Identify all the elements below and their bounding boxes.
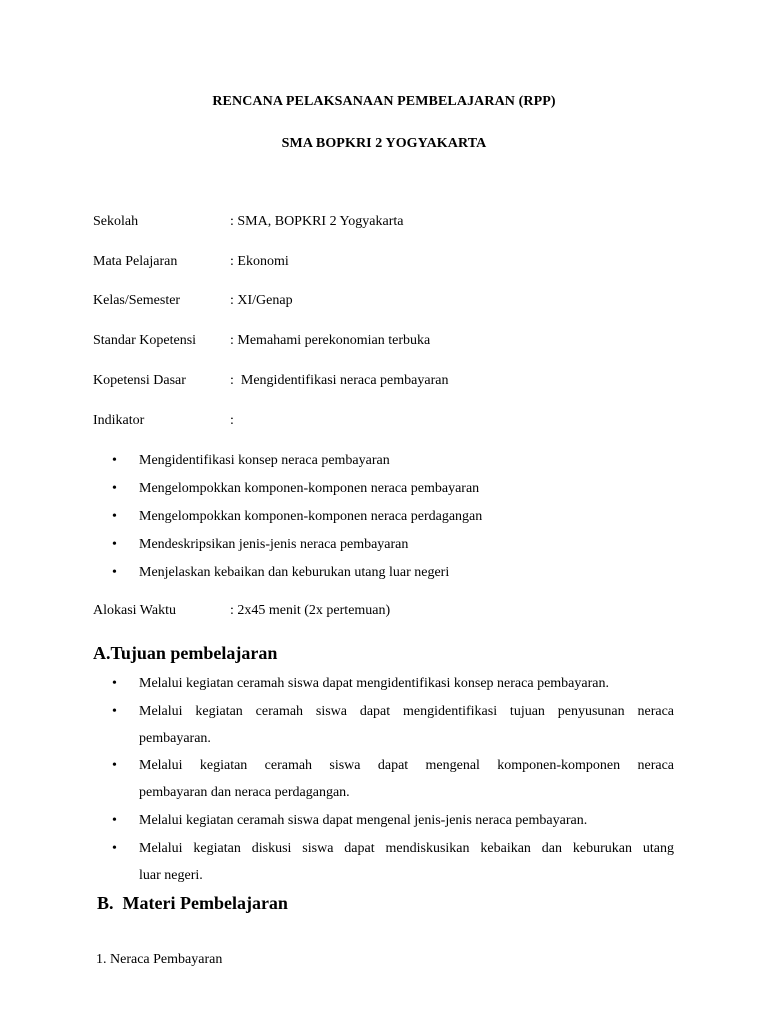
bullet-icon: •	[112, 704, 117, 719]
section-a-heading: A.Tujuan pembelajaran	[93, 643, 278, 663]
indikator-item: Mengelompokkan komponen-komponen neraca pembayaran	[139, 481, 480, 496]
section-b-heading: B. Materi Pembelajaran	[97, 893, 288, 913]
tujuan-item: Melalui kegiatan diskusi siswa dapat mendiskusikan kebaikan dan keburukan utang	[139, 841, 674, 856]
tujuan-item-continuation: luar negeri.	[139, 868, 203, 883]
bullet-icon: •	[112, 758, 117, 773]
tujuan-item: Melalui kegiatan ceramah siswa dapat mengidentifikasi konsep neraca pembayaran.	[139, 676, 609, 691]
indikator-item: Mengidentifikasi konsep neraca pembayaran	[139, 453, 390, 468]
tujuan-item-continuation: pembayaran dan neraca perdagangan.	[139, 785, 350, 800]
bullet-icon: •	[112, 676, 117, 691]
info-label-kelas-semester: Kelas/Semester	[93, 293, 181, 308]
materi-item: 1. Neraca Pembayaran	[96, 952, 223, 967]
info-value-kopetensi-dasar: : Mengidentifikasi neraca pembayaran	[230, 373, 449, 388]
info-value-kelas-semester: : XI/Genap	[230, 293, 293, 308]
bullet-icon: •	[112, 537, 117, 552]
school-title: SMA BOPKRI 2 YOGYAKARTA	[281, 136, 487, 151]
info-label-mata-pelajaran: Mata Pelajaran	[93, 254, 178, 269]
tujuan-item: Melalui kegiatan ceramah siswa dapat mengenal komponen-komponen neraca	[139, 758, 674, 773]
tujuan-item: Melalui kegiatan ceramah siswa dapat mengenal jenis-jenis neraca pembayaran.	[139, 813, 588, 828]
info-label-standar-kopetensi: Standar Kopetensi	[93, 333, 197, 348]
info-label-indikator: Indikator	[93, 413, 145, 428]
info-label-sekolah: Sekolah	[93, 214, 139, 229]
bullet-icon: •	[112, 813, 117, 828]
tujuan-item-continuation: pembayaran.	[139, 731, 211, 746]
bullet-icon: •	[112, 565, 117, 580]
tujuan-item: Melalui kegiatan ceramah siswa dapat mengidentifikasi tujuan penyusunan neraca	[139, 704, 674, 719]
bullet-icon: •	[112, 453, 117, 468]
bullet-icon: •	[112, 841, 117, 856]
info-value-standar-kopetensi: : Memahami perekonomian terbuka	[230, 333, 431, 348]
bullet-icon: •	[112, 481, 117, 496]
indikator-item: Mendeskripsikan jenis-jenis neraca pembayaran	[139, 537, 409, 552]
info-label-alokasi-waktu: Alokasi Waktu	[93, 603, 176, 618]
bullet-icon: •	[112, 509, 117, 524]
info-value-alokasi-waktu: : 2x45 menit (2x pertemuan)	[230, 603, 391, 618]
info-value-sekolah: : SMA, BOPKRI 2 Yogyakarta	[230, 214, 404, 229]
info-value-mata-pelajaran: : Ekonomi	[230, 254, 289, 269]
info-value-indikator: :	[230, 413, 234, 428]
indikator-item: Menjelaskan kebaikan dan keburukan utang luar negeri	[139, 565, 450, 580]
info-label-kopetensi-dasar: Kopetensi Dasar	[93, 373, 186, 388]
indikator-item: Mengelompokkan komponen-komponen neraca perdagangan	[139, 509, 483, 524]
document-title: RENCANA PELAKSANAAN PEMBELAJARAN (RPP)	[212, 94, 556, 109]
